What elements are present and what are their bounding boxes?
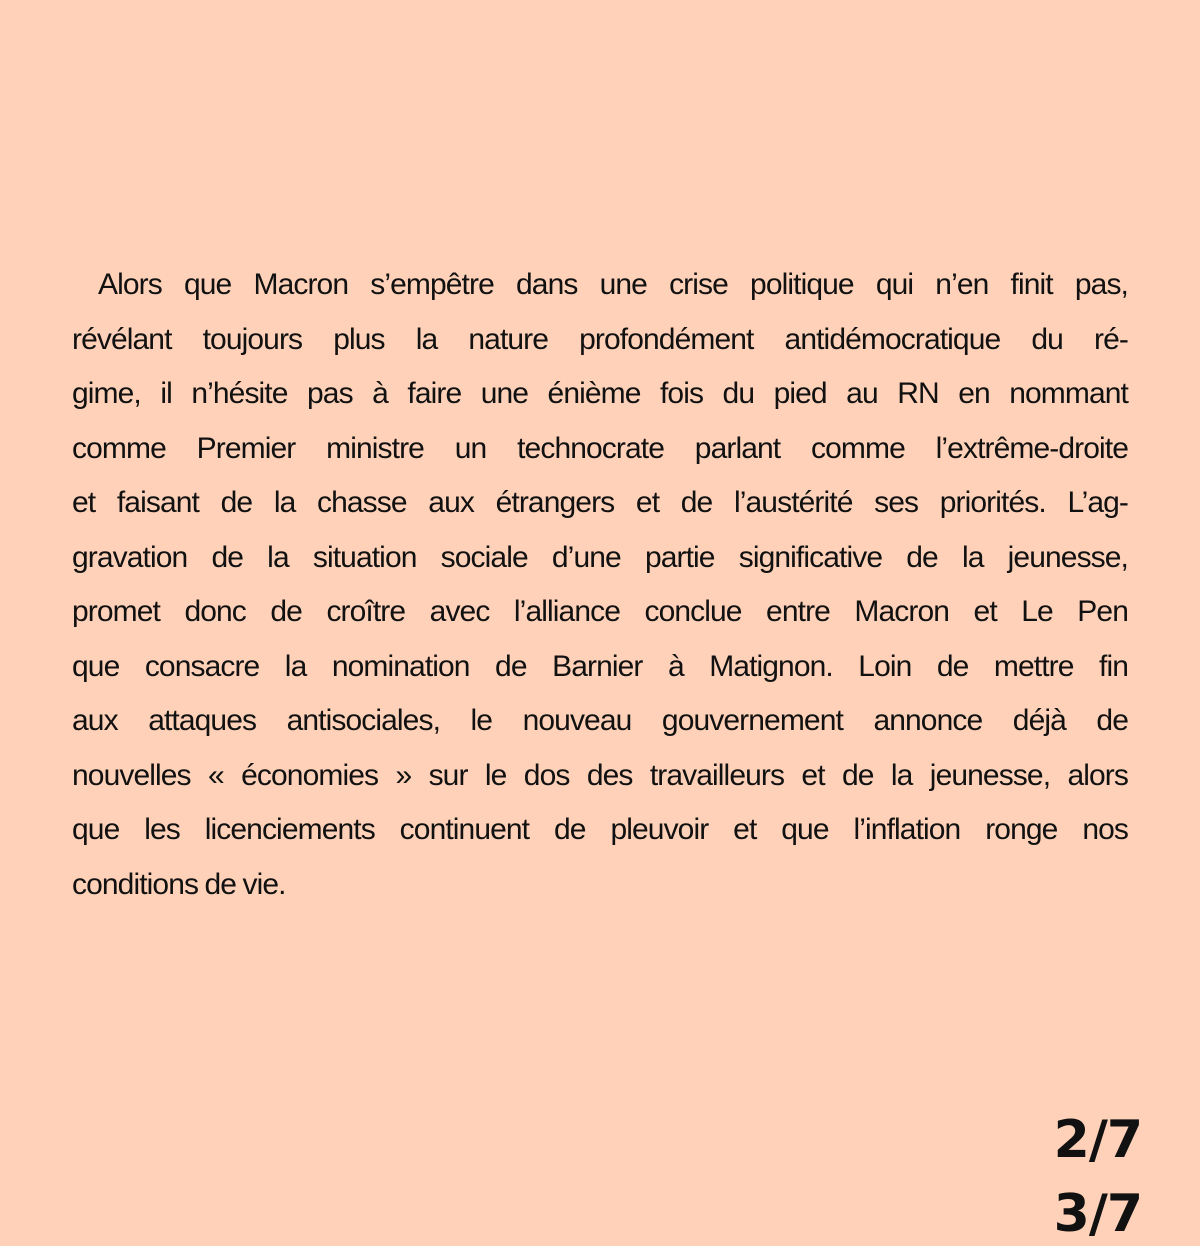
paragraph-line: aux attaques antisociales, le nouveau gouvernement annonce déjà de xyxy=(72,704,1128,737)
paragraph-line: que consacre la nomination de Barnier à Matignon. Loin de mettre fin xyxy=(72,649,1128,683)
paragraph-line: révélant toujours plus la nature profondément antidémocratique du ré- xyxy=(72,322,1128,356)
paragraph-line: et faisant de la chasse aux étrangers et de l’austérité ses priorités. L’ag- xyxy=(72,486,1128,519)
page-number: 2/7 xyxy=(1053,1110,1142,1170)
next-page-number-text: 3/7 xyxy=(1053,1184,1142,1244)
paragraph-line: nouvelles « économies » sur le dos des travailleurs et de la jeunesse, alors xyxy=(72,758,1128,792)
article-paragraph xyxy=(72,258,1128,912)
paragraph-line: gime, il n’hésite pas à faire une énième fois du pied au RN en nommant xyxy=(72,377,1128,410)
paragraph-line: comme Premier ministre un technocrate parlant comme l’extrême-droite xyxy=(72,431,1128,465)
next-page-number-partial xyxy=(1053,1182,1142,1244)
paragraph-line: conditions de vie. xyxy=(72,867,286,901)
paragraph-line: Alors que Macron s’empêtre dans une crise politique qui n’en finit pas, xyxy=(98,268,1128,301)
paragraph-line: que les licenciements continuent de pleuvoir et que l’inflation ronge nos xyxy=(72,813,1128,846)
paragraph-line: promet donc de croître avec l’alliance conclue entre Macron et Le Pen xyxy=(72,595,1128,628)
paragraph-line: gravation de la situation sociale d’une partie significative de la jeunesse, xyxy=(72,540,1128,574)
